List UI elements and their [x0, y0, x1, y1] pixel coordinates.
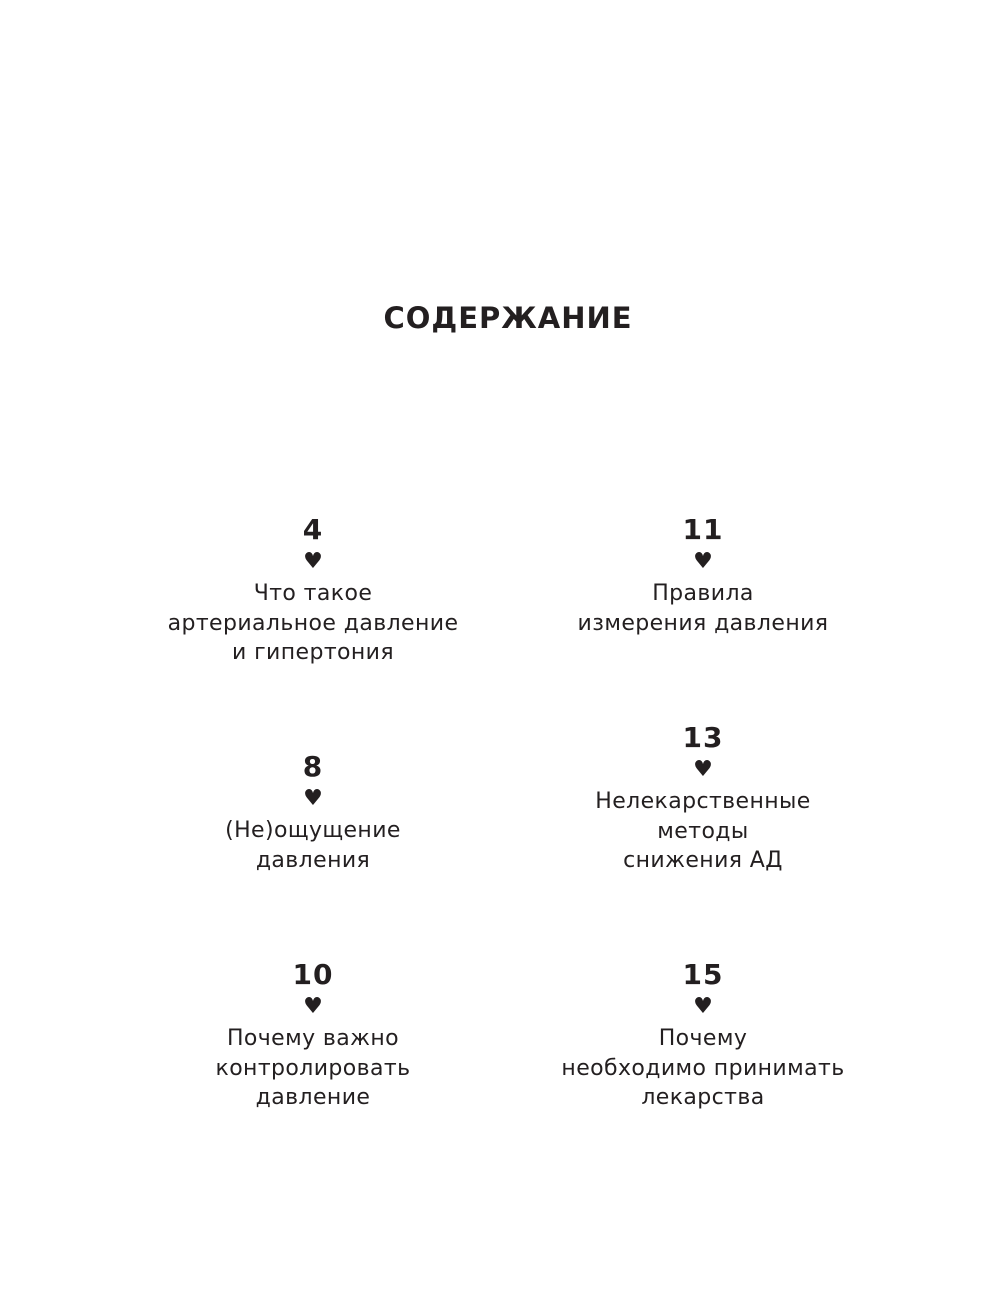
entry-title: (Не)ощущение давления: [225, 818, 401, 873]
toc-entry[interactable]: [113, 960, 513, 1113]
page-number: 15: [682, 958, 724, 991]
page-number: 4: [302, 513, 324, 546]
page-title: СОДЕРЖАНИЕ: [383, 301, 633, 335]
toc-entry[interactable]: [503, 960, 903, 1113]
page-number: 13: [682, 721, 724, 754]
page-number: 8: [302, 750, 324, 783]
heart-icon: ♥: [303, 786, 323, 811]
page-number: 10: [292, 958, 334, 991]
heart-icon: ♥: [693, 994, 713, 1019]
heart-icon: ♥: [693, 757, 713, 782]
entry-title: Почему важно контролировать давление: [215, 1026, 411, 1110]
entry-title: Нелекарственные методы снижения АД: [595, 789, 811, 873]
toc-entry[interactable]: [113, 515, 513, 668]
toc-entry[interactable]: [113, 752, 513, 875]
heart-icon: ♥: [693, 549, 713, 574]
toc-entry[interactable]: [503, 723, 903, 876]
heart-icon: ♥: [303, 549, 323, 574]
toc-entry[interactable]: [503, 515, 903, 638]
entry-title: Почему необходимо принимать лекарства: [561, 1026, 845, 1110]
page-number: 11: [682, 513, 724, 546]
entry-title: Правила измерения давления: [577, 581, 829, 636]
heart-icon: ♥: [303, 994, 323, 1019]
entry-title: Что такое артериальное давление и гипертония: [167, 581, 459, 665]
